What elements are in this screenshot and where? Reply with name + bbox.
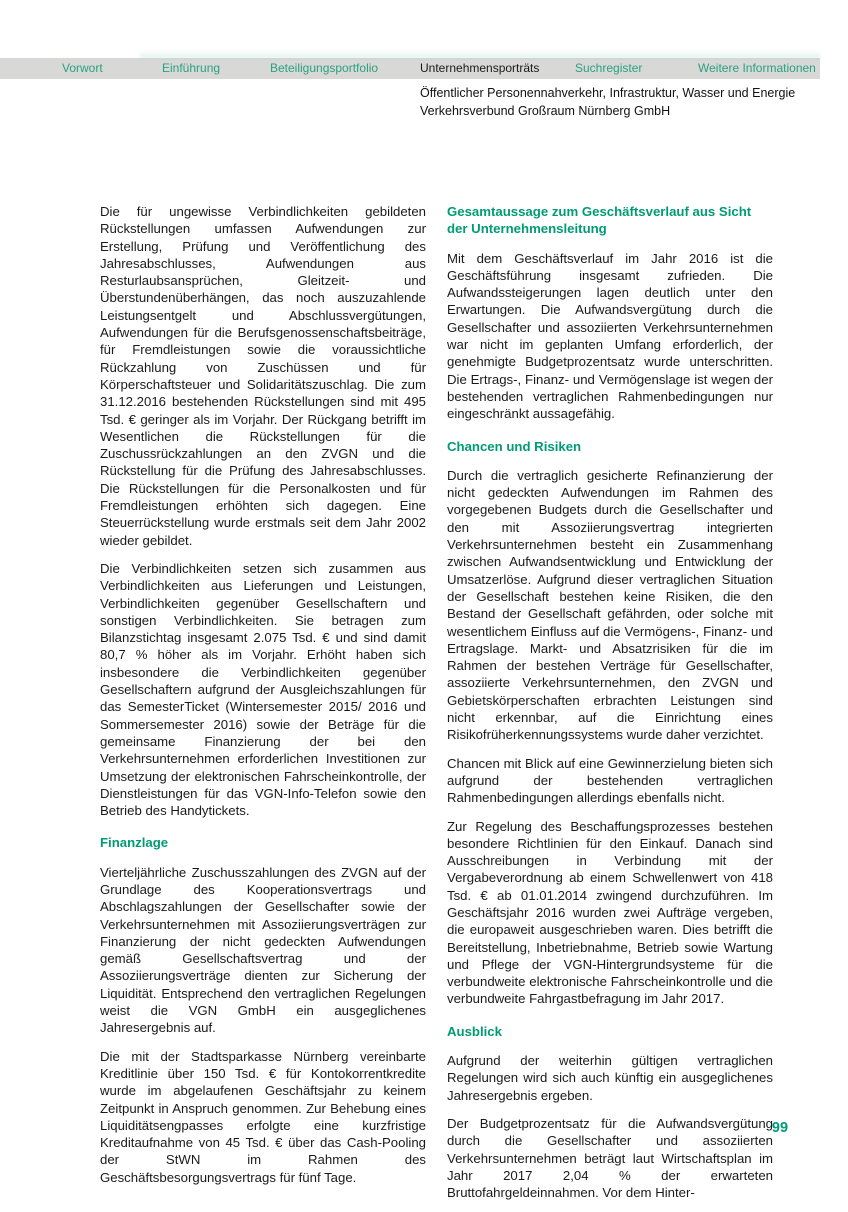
body-paragraph: Der Budgetprozentsatz für die Aufwandsvergütung durch die Gesellschafter und assoziierten Verkehrsunternehmen beträgt laut Wirtschaftsplan im Jahr 2017 2,04 % der erwarteten Bruttofahrgeldeinnahmen. Vor dem Hinter- xyxy=(447,1115,773,1201)
section-heading: Chancen und Risiken xyxy=(447,438,582,454)
body-paragraph: Die Verbindlichkeiten setzen sich zusammen aus Verbindlichkeiten aus Lieferungen und Leistungen, Verbindlichkeiten gegenüber Gesellschaftern und sonstigen Verbindlichkeiten. Sie betragen zum Bilanzstichtag insgesamt 2.075 Tsd. € und sind damit 80,7 % höher als im Vorjahr. Erhöht haben sich insbesondere die Verbindlichkeiten gegenüber Gesellschaftern aufgrund der Ausgleichszahlungen für das SemesterTicket (Wintersemester 2015/ 2016 und Sommersemester 2016) sowie der Beträge für die gemeinsame Finanzierung der bei den Verkehrsunternehmen erforderlichen Investitionen zur Umsetzung der elektronischen Fahrscheinkontrolle, der Dienstleistungen für das VGN-Info-Telefon sowie den Betrieb des Handytickets. xyxy=(100,560,426,819)
body-paragraph: Chancen mit Blick auf eine Gewinnerzielung bieten sich aufgrund der bestehenden vertraglichen Rahmenbedingungen allerdings ebenfalls nicht. xyxy=(447,755,773,806)
chapter-header xyxy=(420,84,795,120)
chapter-category-line: Öffentlicher Personennahverkehr, Infrastruktur, Wasser und Energie xyxy=(420,86,796,100)
nav-item-vorwort[interactable]: Vorwort xyxy=(62,61,103,75)
body-paragraph: Durch die vertraglich gesicherte Refinanzierung der nicht gedeckten Aufwendungen im Rahmen des vorgegebenen Budgets durch die Gesellschafter und den mit Assoziierungsvertrag integrierten Verkehrsunternehmen besteht ein Zusammenhang zwischen Aufwandsentwicklung und Entwicklung der Umsatzerlöse. Aufgrund dieser vertraglichen Situation der Gesellschaft bestehen keine Risiken, die den Bestand der Gesellschaft gefährden, oder solche mit wesentlichem Einfluss auf die Vermögens-, Finanz- und Ertragslage. Markt- und Absatzrisiken für die im Rahmen der bestehen Verträge für Gesellschafter, assoziierte Verkehrsunternehmen, den ZVGN und Gebietskörperschaften erbrachten Leistungen sind nicht erkennbar, auf die Einrichtung eines Risikofrüherkennungssystems wurde daher verzichtet. xyxy=(447,467,773,743)
nav-item-suchregister[interactable]: Suchregister xyxy=(575,61,643,75)
nav-item-weitere-informationen[interactable]: Weitere Informationen xyxy=(698,61,816,75)
body-paragraph: Die für ungewisse Verbindlichkeiten gebildeten Rückstellungen umfassen Aufwendungen zur Erstellung, Prüfung und Veröffentlichung des Jahresabschlusses, Aufwendungen aus Resturlaubsansprüchen, Gleitzeit- und Überstundenüberhängen, das noch auszuzahlende Leistungsentgelt und Abschlussvergütungen, Aufwendungen für die Berufsgenossenschaftsbeiträge, für Fremdleistungen sowie die voraussichtliche Rückzahlung von Zuschüssen und für Körperschaftsteuer und Solidaritätszuschlag. Die zum 31.12.2016 bestehenden Rückstellungen sind mit 495 Tsd. € geringer als im Vorjahr. Der Rückgang betrifft im Wesentlichen die Rückstellungen für die Zuschussrückzahlungen an den ZVGN und die Rückstellung für die Prüfung des Jahresabschlusses. Die Rückstellungen für die Personalkosten und für Fremdleistungen erhöhten sich dagegen. Eine Steuerrückstellung wurde erstmals seit dem Jahr 2002 wieder gebildet. xyxy=(100,204,426,548)
nav-item-unternehmensportraets[interactable]: Unternehmensporträts xyxy=(420,61,540,75)
left-text-column xyxy=(100,203,426,1197)
body-paragraph: Vierteljährliche Zuschusszahlungen des ZVGN auf der Grundlage des Kooperationsvertrags und Abschlagszahlungen der Gesellschafter sowie der Verkehrsunternehmen mit Assoziierungsverträgen zur Finanzierung der nicht gedeckten Aufwendungen gemäß Gesellschaftsvertrag und der Assoziierungsverträge dienten zur Sicherung der Liquidität. Entsprechend den vertraglichen Regelungen weist die VGN GmbH ein ausgeglichenes Jahresergebnis auf. xyxy=(100,864,426,1036)
nav-item-beteiligungsportfolio[interactable]: Beteiligungsportfolio xyxy=(270,61,379,75)
body-paragraph: Die mit der Stadtsparkasse Nürnberg vereinbarte Kreditlinie über 150 Tsd. € für Kontokorrentkredite wurde im abgelaufenen Geschäftsjahr zu keinem Zeitpunkt in Anspruch genommen. Zur Behebung eines Liquiditätsengpasses erfolgte eine kurzfristige Kreditaufnahme von 45 Tsd. € über das Cash-Pooling der StWN im Rahmen des Geschäftsbesorgungsvertrags für fünf Tage. xyxy=(100,1048,426,1185)
body-paragraph: Zur Regelung des Beschaffungsprozesses bestehen besondere Richtlinien für den Einkauf. Danach sind Ausschreibungen in Verbindung mit der Vergabeverordnung ab einem Schwellenwert von 418 Tsd. € ab 01.01.2014 zwingend durchzuführen. Im Geschäftsjahr 2016 wurden zwei Aufträge vergeben, die europaweit ausgeschrieben waren. Dies betrifft die Bereitstellung, Inbetriebnahme, Betrieb sowie Wartung und Pflege der VGN-Hintergrundsysteme für die verbundweite elektronische Fahrscheinkontrolle und die verbundweite Fahrgastbefragung im Jahr 2017. xyxy=(447,818,773,1007)
top-navigation-bar xyxy=(0,58,820,79)
section-heading: Finanzlage xyxy=(100,835,169,851)
body-paragraph: Mit dem Geschäftsverlauf im Jahr 2016 ist die Geschäftsführung insgesamt zufrieden. Die Aufwandssteigerungen lagen deutlich unter den Erwartungen. Die Aufwandsvergütung durch die Gesellschafter und assoziierten Verkehrsunternehmen war nicht im geplanten Umfang erforderlich, der genehmigte Budgetprozentsatz wurde unterschritten. Die Ertrags-, Finanz- und Vermögenslage ist wegen der bestehenden vertraglichen Rahmenbedingungen nur eingeschränkt aussagefähig. xyxy=(447,250,773,422)
page-number: 99 xyxy=(771,1120,789,1136)
right-text-column xyxy=(447,203,773,1212)
section-heading: Gesamtaussage zum Geschäftsverlauf aus Sicht der Unternehmensleitung xyxy=(447,204,752,237)
body-paragraph: Aufgrund der weiterhin gültigen vertraglichen Regelungen wird sich auch künftig ein ausgeglichenes Jahresergebnis ergeben. xyxy=(447,1053,773,1103)
section-heading: Ausblick xyxy=(447,1023,502,1039)
nav-item-einfuehrung[interactable]: Einführung xyxy=(162,61,221,75)
company-name-line: Verkehrsverbund Großraum Nürnberg GmbH xyxy=(420,104,671,118)
